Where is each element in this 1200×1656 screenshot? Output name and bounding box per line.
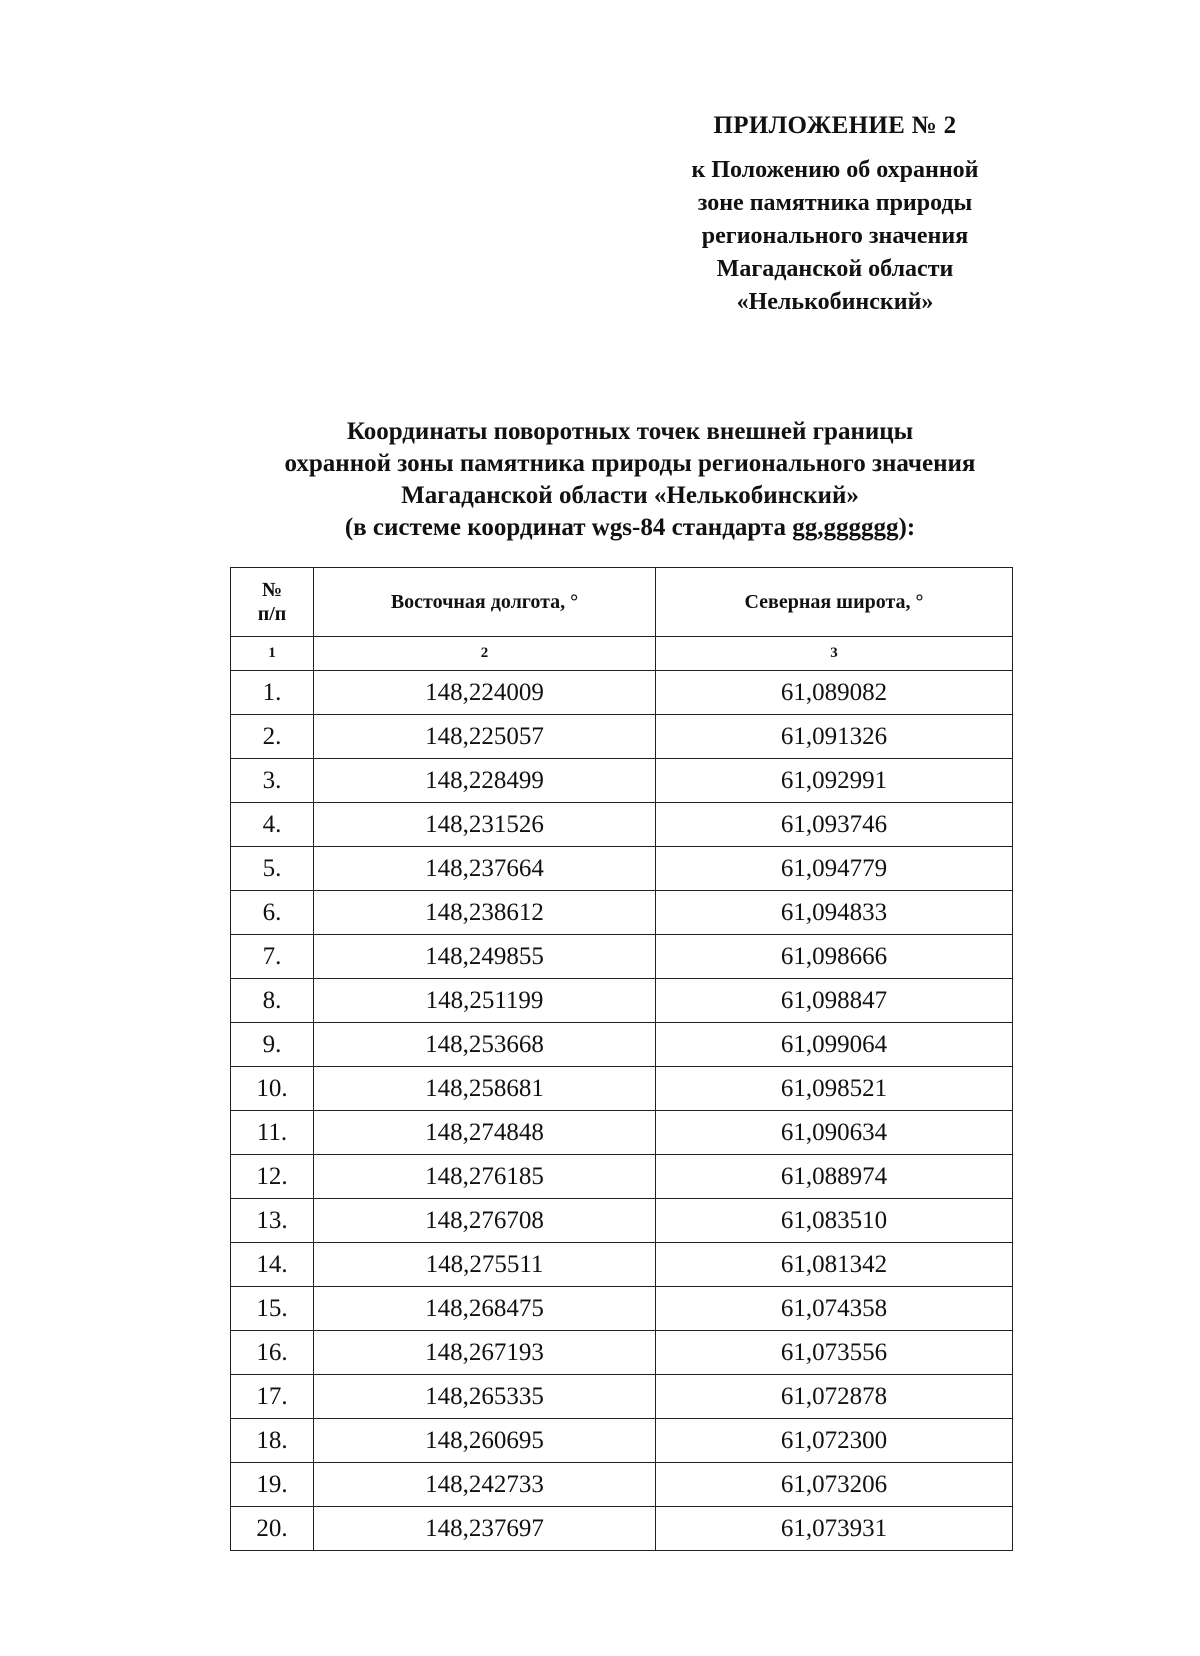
latitude-cell: 61,083510 — [656, 1199, 1013, 1243]
table-row — [231, 979, 1013, 1023]
longitude-cell: 148,260695 — [314, 1419, 656, 1463]
table-body — [231, 671, 1013, 1551]
table-row — [231, 1155, 1013, 1199]
heading-line: Координаты поворотных точек внешней границы — [346, 418, 914, 445]
latitude-cell: 61,091326 — [656, 715, 1013, 759]
longitude-cell: 148,251199 — [314, 979, 656, 1023]
longitude-cell: 148,225057 — [314, 715, 656, 759]
row-number: 9. — [231, 1023, 314, 1067]
row-number: 12. — [231, 1155, 314, 1199]
latitude-cell: 61,098666 — [656, 935, 1013, 979]
row-number: 5. — [231, 847, 314, 891]
appendix-line: регионального значения — [701, 223, 969, 249]
table-row — [231, 803, 1013, 847]
document-heading — [200, 416, 1060, 544]
header-number-line1: № — [261, 579, 283, 601]
header-latitude: Северная широта, ° — [656, 568, 1013, 637]
row-number: 6. — [231, 891, 314, 935]
longitude-cell: 148,238612 — [314, 891, 656, 935]
row-number: 15. — [231, 1287, 314, 1331]
latitude-cell: 61,072300 — [656, 1419, 1013, 1463]
appendix-line: к Положению об охранной — [691, 157, 979, 183]
longitude-cell: 148,237697 — [314, 1507, 656, 1551]
longitude-cell: 148,228499 — [314, 759, 656, 803]
coordinates-table — [230, 567, 1013, 1551]
appendix-line: «Нелькобинский» — [736, 289, 934, 315]
heading-line: (в системе координат wgs-84 стандарта gg,gggggg): — [344, 514, 916, 541]
table-row — [231, 1067, 1013, 1111]
header-number-line2: п/п — [257, 603, 287, 625]
row-number: 7. — [231, 935, 314, 979]
table-row — [231, 1243, 1013, 1287]
longitude-cell: 148,224009 — [314, 671, 656, 715]
table-row — [231, 1111, 1013, 1155]
header-longitude: Восточная долгота, ° — [314, 568, 656, 637]
table-row — [231, 1375, 1013, 1419]
table-row — [231, 715, 1013, 759]
longitude-cell: 148,242733 — [314, 1463, 656, 1507]
row-number: 17. — [231, 1375, 314, 1419]
longitude-cell: 148,274848 — [314, 1111, 656, 1155]
latitude-cell: 61,099064 — [656, 1023, 1013, 1067]
column-index-row — [231, 637, 1013, 671]
longitude-cell: 148,237664 — [314, 847, 656, 891]
latitude-cell: 61,093746 — [656, 803, 1013, 847]
row-number: 20. — [231, 1507, 314, 1551]
heading-line: Магаданской области «Нелькобинский» — [401, 482, 859, 509]
row-number: 1. — [231, 671, 314, 715]
table-row — [231, 1023, 1013, 1067]
table-row — [231, 1199, 1013, 1243]
row-number: 16. — [231, 1331, 314, 1375]
latitude-cell: 61,094833 — [656, 891, 1013, 935]
column-index: 2 — [314, 637, 656, 671]
longitude-cell: 148,276185 — [314, 1155, 656, 1199]
row-number: 18. — [231, 1419, 314, 1463]
row-number: 10. — [231, 1067, 314, 1111]
longitude-cell: 148,276708 — [314, 1199, 656, 1243]
latitude-cell: 61,094779 — [656, 847, 1013, 891]
row-number: 3. — [231, 759, 314, 803]
latitude-cell: 61,092991 — [656, 759, 1013, 803]
row-number: 4. — [231, 803, 314, 847]
latitude-cell: 61,098521 — [656, 1067, 1013, 1111]
longitude-cell: 148,267193 — [314, 1331, 656, 1375]
longitude-cell: 148,275511 — [314, 1243, 656, 1287]
latitude-cell: 61,088974 — [656, 1155, 1013, 1199]
row-number: 19. — [231, 1463, 314, 1507]
latitude-cell: 61,073206 — [656, 1463, 1013, 1507]
longitude-cell: 148,231526 — [314, 803, 656, 847]
table-row — [231, 891, 1013, 935]
table-row — [231, 1463, 1013, 1507]
row-number: 14. — [231, 1243, 314, 1287]
row-number: 11. — [231, 1111, 314, 1155]
appendix-line: зоне памятника природы — [697, 190, 973, 216]
latitude-cell: 61,090634 — [656, 1111, 1013, 1155]
table-row — [231, 1331, 1013, 1375]
latitude-cell: 61,072878 — [656, 1375, 1013, 1419]
longitude-cell: 148,249855 — [314, 935, 656, 979]
row-number: 8. — [231, 979, 314, 1023]
appendix-title: ПРИЛОЖЕНИЕ № 2 — [713, 112, 957, 139]
longitude-cell: 148,253668 — [314, 1023, 656, 1067]
table-row — [231, 1507, 1013, 1551]
table-row — [231, 935, 1013, 979]
header-number — [231, 568, 314, 637]
appendix-block — [640, 112, 1030, 319]
latitude-cell: 61,081342 — [656, 1243, 1013, 1287]
row-number: 2. — [231, 715, 314, 759]
column-index: 1 — [231, 637, 314, 671]
heading-line: охранной зоны памятника природы регионального значения — [284, 450, 976, 477]
table-row — [231, 1287, 1013, 1331]
latitude-cell: 61,089082 — [656, 671, 1013, 715]
longitude-cell: 148,268475 — [314, 1287, 656, 1331]
latitude-cell: 61,073931 — [656, 1507, 1013, 1551]
latitude-cell: 61,073556 — [656, 1331, 1013, 1375]
row-number: 13. — [231, 1199, 314, 1243]
appendix-line: Магаданской области — [716, 256, 954, 282]
longitude-cell: 148,265335 — [314, 1375, 656, 1419]
longitude-cell: 148,258681 — [314, 1067, 656, 1111]
column-index: 3 — [656, 637, 1013, 671]
table-row — [231, 1419, 1013, 1463]
table-row — [231, 759, 1013, 803]
table-row — [231, 847, 1013, 891]
table-header-row — [231, 568, 1013, 637]
latitude-cell: 61,098847 — [656, 979, 1013, 1023]
table-row — [231, 671, 1013, 715]
latitude-cell: 61,074358 — [656, 1287, 1013, 1331]
